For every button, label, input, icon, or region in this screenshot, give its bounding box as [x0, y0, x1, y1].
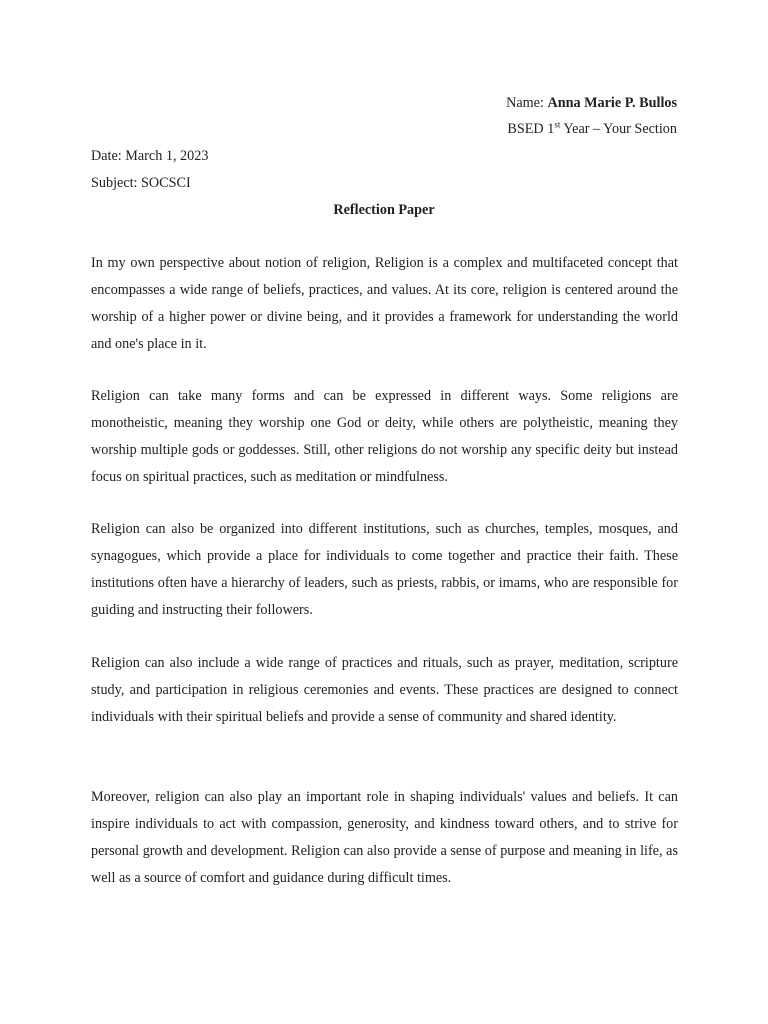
paragraph-3: Religion can also be organized into different institutions, such as churches, temples, mosques, and synagogues, which provide a place for individuals to come together and practice their faith. These institutions often have a hierarchy of leaders, such as priests, rabbis, or imams, who are responsible for guiding and instructing their followers. — [91, 521, 678, 618]
date-line: Date: March 1, 2023 — [91, 148, 209, 164]
subject-line: Subject: SOCSCI — [91, 175, 191, 191]
name-label: Name: — [506, 95, 548, 111]
page-title: Reflection Paper — [333, 202, 435, 218]
paragraph-5: Moreover, religion can also play an important role in shaping individuals' values and beliefs. It can inspire individuals to act with compassion, generosity, and kindness toward others, and to strive for personal growth and development. Religion can also provide a sense of purpose and meaning in life, as well as a source of comfort and guidance during difficult times. — [91, 789, 678, 886]
course-line — [507, 120, 677, 138]
paragraph-2: Religion can take many forms and can be expressed in different ways. Some religions are monotheistic, meaning they worship one God or deity, while others are polytheistic, meaning they worship multiple gods or goddesses. Still, other religions do not worship any specific deity but instead focus on spiritual practices, such as meditation or mindfulness. — [91, 388, 678, 485]
student-name-line — [506, 94, 677, 112]
student-name: Anna Marie P. Bullos — [547, 95, 677, 111]
course-suffix: Year – Your Section — [560, 121, 677, 137]
paragraph-1: In my own perspective about notion of religion, Religion is a complex and multifaceted concept that encompasses a wide range of beliefs, practices, and values. At its core, religion is centered around the worship of a higher power or divine being, and it provides a framework for understanding the world and one's place in it. — [91, 255, 678, 352]
paragraph-4: Religion can also include a wide range of practices and rituals, such as prayer, meditation, scripture study, and participation in religious ceremonies and events. These practices are designed to connect individuals with their spiritual beliefs and provide a sense of community and shared identity. — [91, 655, 678, 725]
course-superscript: st — [554, 119, 561, 130]
course-prefix: BSED 1 — [507, 121, 555, 137]
